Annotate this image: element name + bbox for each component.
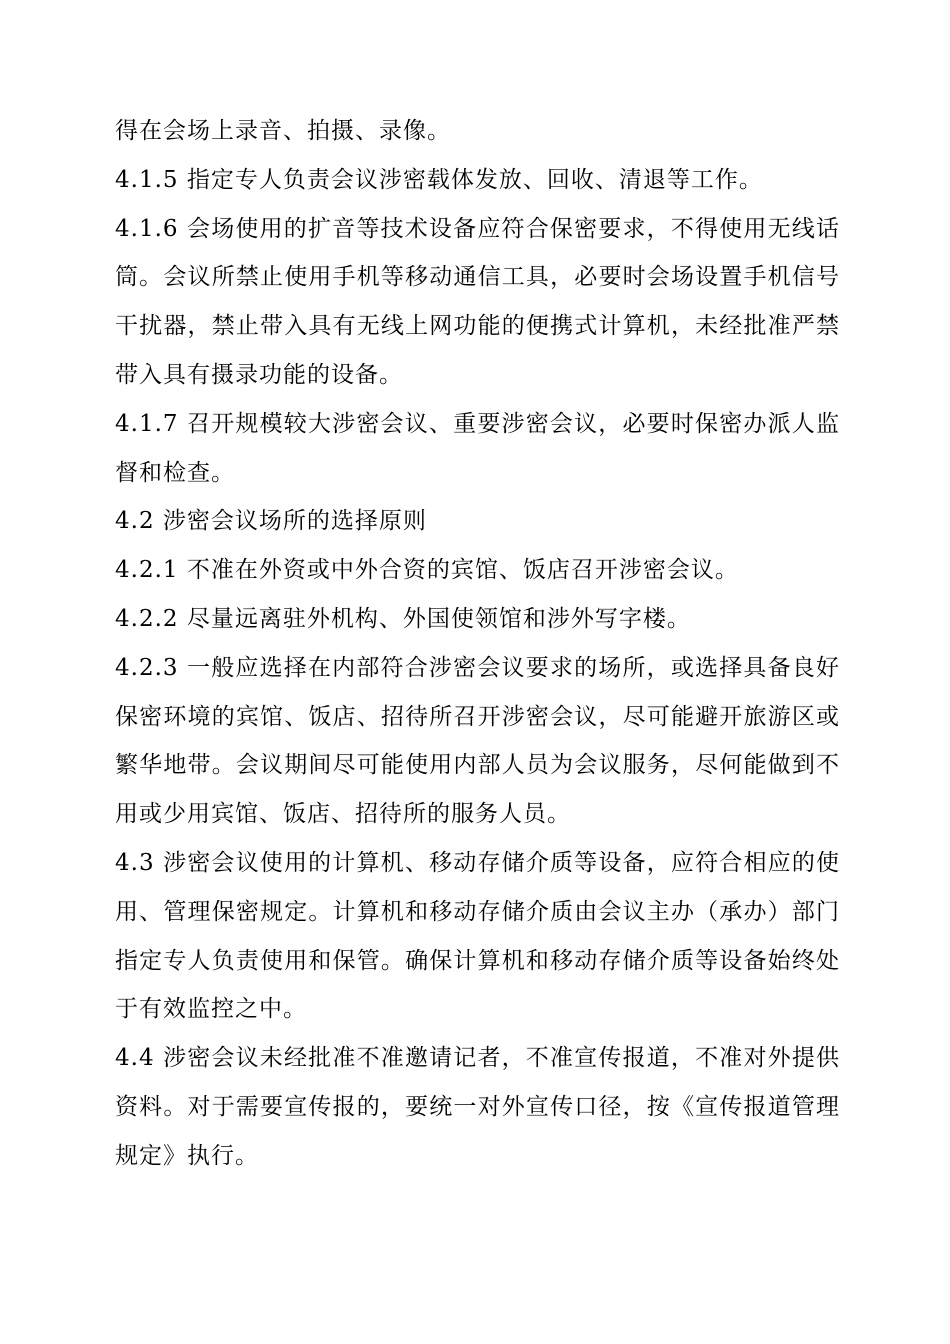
paragraph-4-1-6: 4.1.6 会场使用的扩音等技术设备应符合保密要求，不得使用无线话筒。会议所禁止使用手机等移动通信工具，必要时会场设置手机信号干扰器，禁止带入具有无线上网功能的便携式计算机，未经批准严禁带入具有摄录功能的设备。 — [115, 215, 840, 388]
paragraph-4-1-7: 4.1.7 召开规模较大涉密会议、重要涉密会议，必要时保密办派人监督和检查。 — [115, 410, 840, 486]
paragraph-4-1-5: 4.1.5 指定专人负责会议涉密载体发放、回收、清退等工作。 — [115, 166, 763, 193]
paragraph-4-2-1: 4.2.1 不准在外资或中外合资的宾馆、饭店召开涉密会议。 — [115, 557, 739, 584]
section-heading-4-2: 4.2 涉密会议场所的选择原则 — [115, 508, 427, 535]
paragraph-4-3: 4.3 涉密会议使用的计算机、移动存储介质等设备，应符合相应的使用、管理保密规定。计算机和移动存储介质由会议主办（承办）部门指定专人负责使用和保管。确保计算机和移动存储介质等设备始终处于有效监控之中。 — [115, 849, 840, 1023]
paragraph-4-4: 4.4 涉密会议未经批准不准邀请记者，不准宣传报道，不准对外提供资料。对于需要宣传报的，要统一对外宣传口径，按《宣传报道管理规定》执行。 — [115, 1045, 840, 1169]
paragraph-continuation: 得在会场上录音、拍摄、录像。 — [115, 118, 451, 144]
document-body — [115, 107, 840, 1181]
paragraph-4-2-3: 4.2.3 一般应选择在内部符合涉密会议要求的场所，或选择具备良好保密环境的宾馆、饭店、招待所召开涉密会议，尽可能避开旅游区或繁华地带。会议期间尽可能使用内部人员为会议服务，尽何能做到不用或少用宾馆、饭店、招待所的服务人员。 — [115, 654, 840, 828]
paragraph-4-2-2: 4.2.2 尽量远离驻外机构、外国使领馆和涉外写字楼。 — [115, 605, 691, 632]
